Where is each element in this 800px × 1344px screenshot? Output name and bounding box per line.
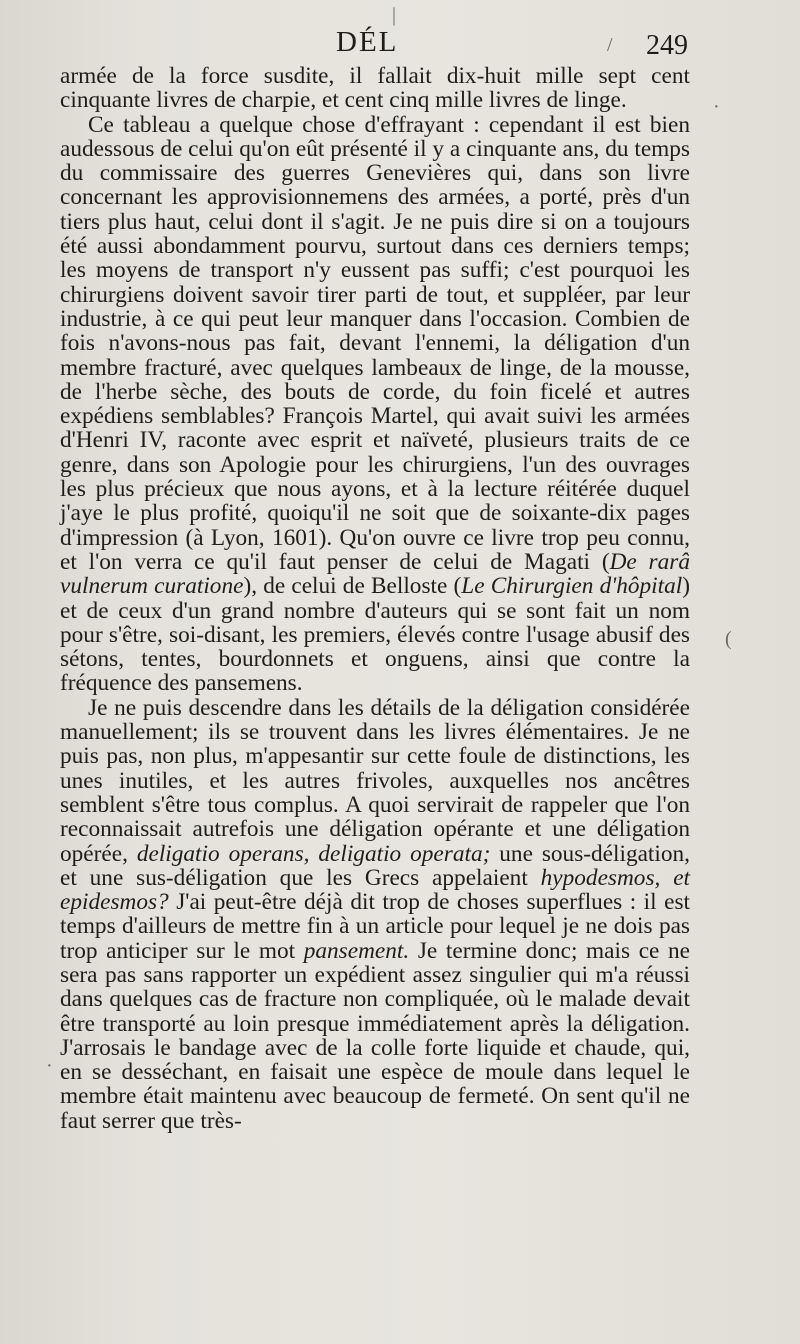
margin-speck-left: · xyxy=(46,1055,53,1077)
paragraph-3-text-b: une sous-déligation, et une sus-déligation que les Grecs appelaient xyxy=(60,840,691,891)
margin-speck-top: · xyxy=(713,96,720,118)
paragraph-2 xyxy=(60,113,690,696)
main-text xyxy=(60,64,690,1133)
paragraph-3-text-d: Je termine donc; mais ce ne sera pas sans rapporter un expédient assez singulier qui m'a réussi dans quelques cas de fracture non compliquée, où le malade devait être transporté au loin presque immédiatement après la déligation. J'arrosais le bandage avec de la colle forte liquide et chaude, qui, en se desséchant, en faisait une espèce de moule dans lequel le membre était maintenu avec beaucoup de fermeté. On sent qu'il ne faut serrer que très- xyxy=(60,937,691,1134)
margin-bracket-mark: ( xyxy=(725,628,732,650)
paragraph-3-italic-c: pansement. xyxy=(303,937,410,964)
paragraph-3-text-a: Je ne puis descendre dans les détails de la déligation considérée manuellement; ils se trouvent dans les livres élémentaires. Je ne puis pas, non plus, m'appesantir sur cette foule de distinctions, les unes inutiles, et les autres frivoles, auxquelles nos ancêtres semblent s'être tous complus. A quoi servirait de rappeler que l'on reconnaissait autrefois une déligation opérante et une déligation opérée, xyxy=(60,694,690,867)
paragraph-3-italic-a: deligatio operans, deligatio operata; xyxy=(136,840,491,867)
paragraph-3-text-c: J'ai peut-être déjà dit trop de choses superflues : il est temps d'ailleurs de mettre fin à un article pour lequel je ne dois pas trop anticiper sur le mot xyxy=(60,889,690,964)
paragraph-3 xyxy=(60,696,690,1133)
paragraph-2-italic-a: De rarâ vulnerum curatione xyxy=(60,548,690,600)
paragraph-2-italic-b: Le Chirurgien d'hôpital xyxy=(461,573,683,600)
paragraph-3-italic-b: hypodesmos, et epidesmos? xyxy=(60,864,691,916)
paragraph-1-text: armée de la force susdite, il fallait dix-huit mille sept cent cinquante livres de charpie, et cent cinq mille livres de linge. xyxy=(60,63,690,114)
paragraph-1 xyxy=(60,64,690,113)
paragraph-2-text-a: Ce tableau a quelque chose d'effrayant : cependant il est bien audessous de celui qu'on eût présenté il y a cinquante ans, du temps du commissaire des guerres Genevières qui, dans son livre concernant les approvisionnemens des armées, a porté, près d'un tiers plus haut, celui dont il s'agit. Je ne puis dire si on a toujours été aussi abondamment pourvu, surtout dans ces derniers temps; les moyens de transport n'y eussent pas suffi; c'est pourquoi les chirurgiens doivent savoir tirer parti de tout, et suppléer, par leur industrie, à ce qui peut leur manquer dans l'occasion. Combien de fois n'avons-nous pas fait, devant l'ennemi, la déligation d'un membre fracturé, avec quelques lambeaux de linge, de la mousse, de l'herbe sèche, des bouts de corde, du foin ficelé et autres expédiens semblables? François Martel, qui avait suivi les armées d'Henri IV, raconte avec esprit et naïveté, plusieurs traits de ce genre, dans son Apologie pour les chirurgiens, l'un des ouvrages les plus précieux que nous ayons, et à la lecture réitérée duquel j'aye le plus profité, quoiqu'il ne soit que de soixante-dix pages d'impression (à Lyon, 1601). Qu'on ouvre ce livre trop peu connu, et l'on verra ce qu'il faut penser de celui de Magati ( xyxy=(60,111,690,575)
header-tick-mark: / xyxy=(607,34,613,56)
paragraph-2-text-b: ), de celui de Belloste ( xyxy=(243,573,462,600)
page-number: 249 xyxy=(646,30,688,61)
header-top-mark: | xyxy=(392,4,397,26)
running-head: DÉL xyxy=(336,26,399,58)
paragraph-2-text-c: ) et de ceux d'un grand nombre d'auteurs qui se sont fait un nom pour s'être, soi-disant, les premiers, élevés contre l'usage abusif des sétons, tentes, bourdonnets et onguens, ainsi que contre la fréquence des pansemens. xyxy=(60,573,690,697)
